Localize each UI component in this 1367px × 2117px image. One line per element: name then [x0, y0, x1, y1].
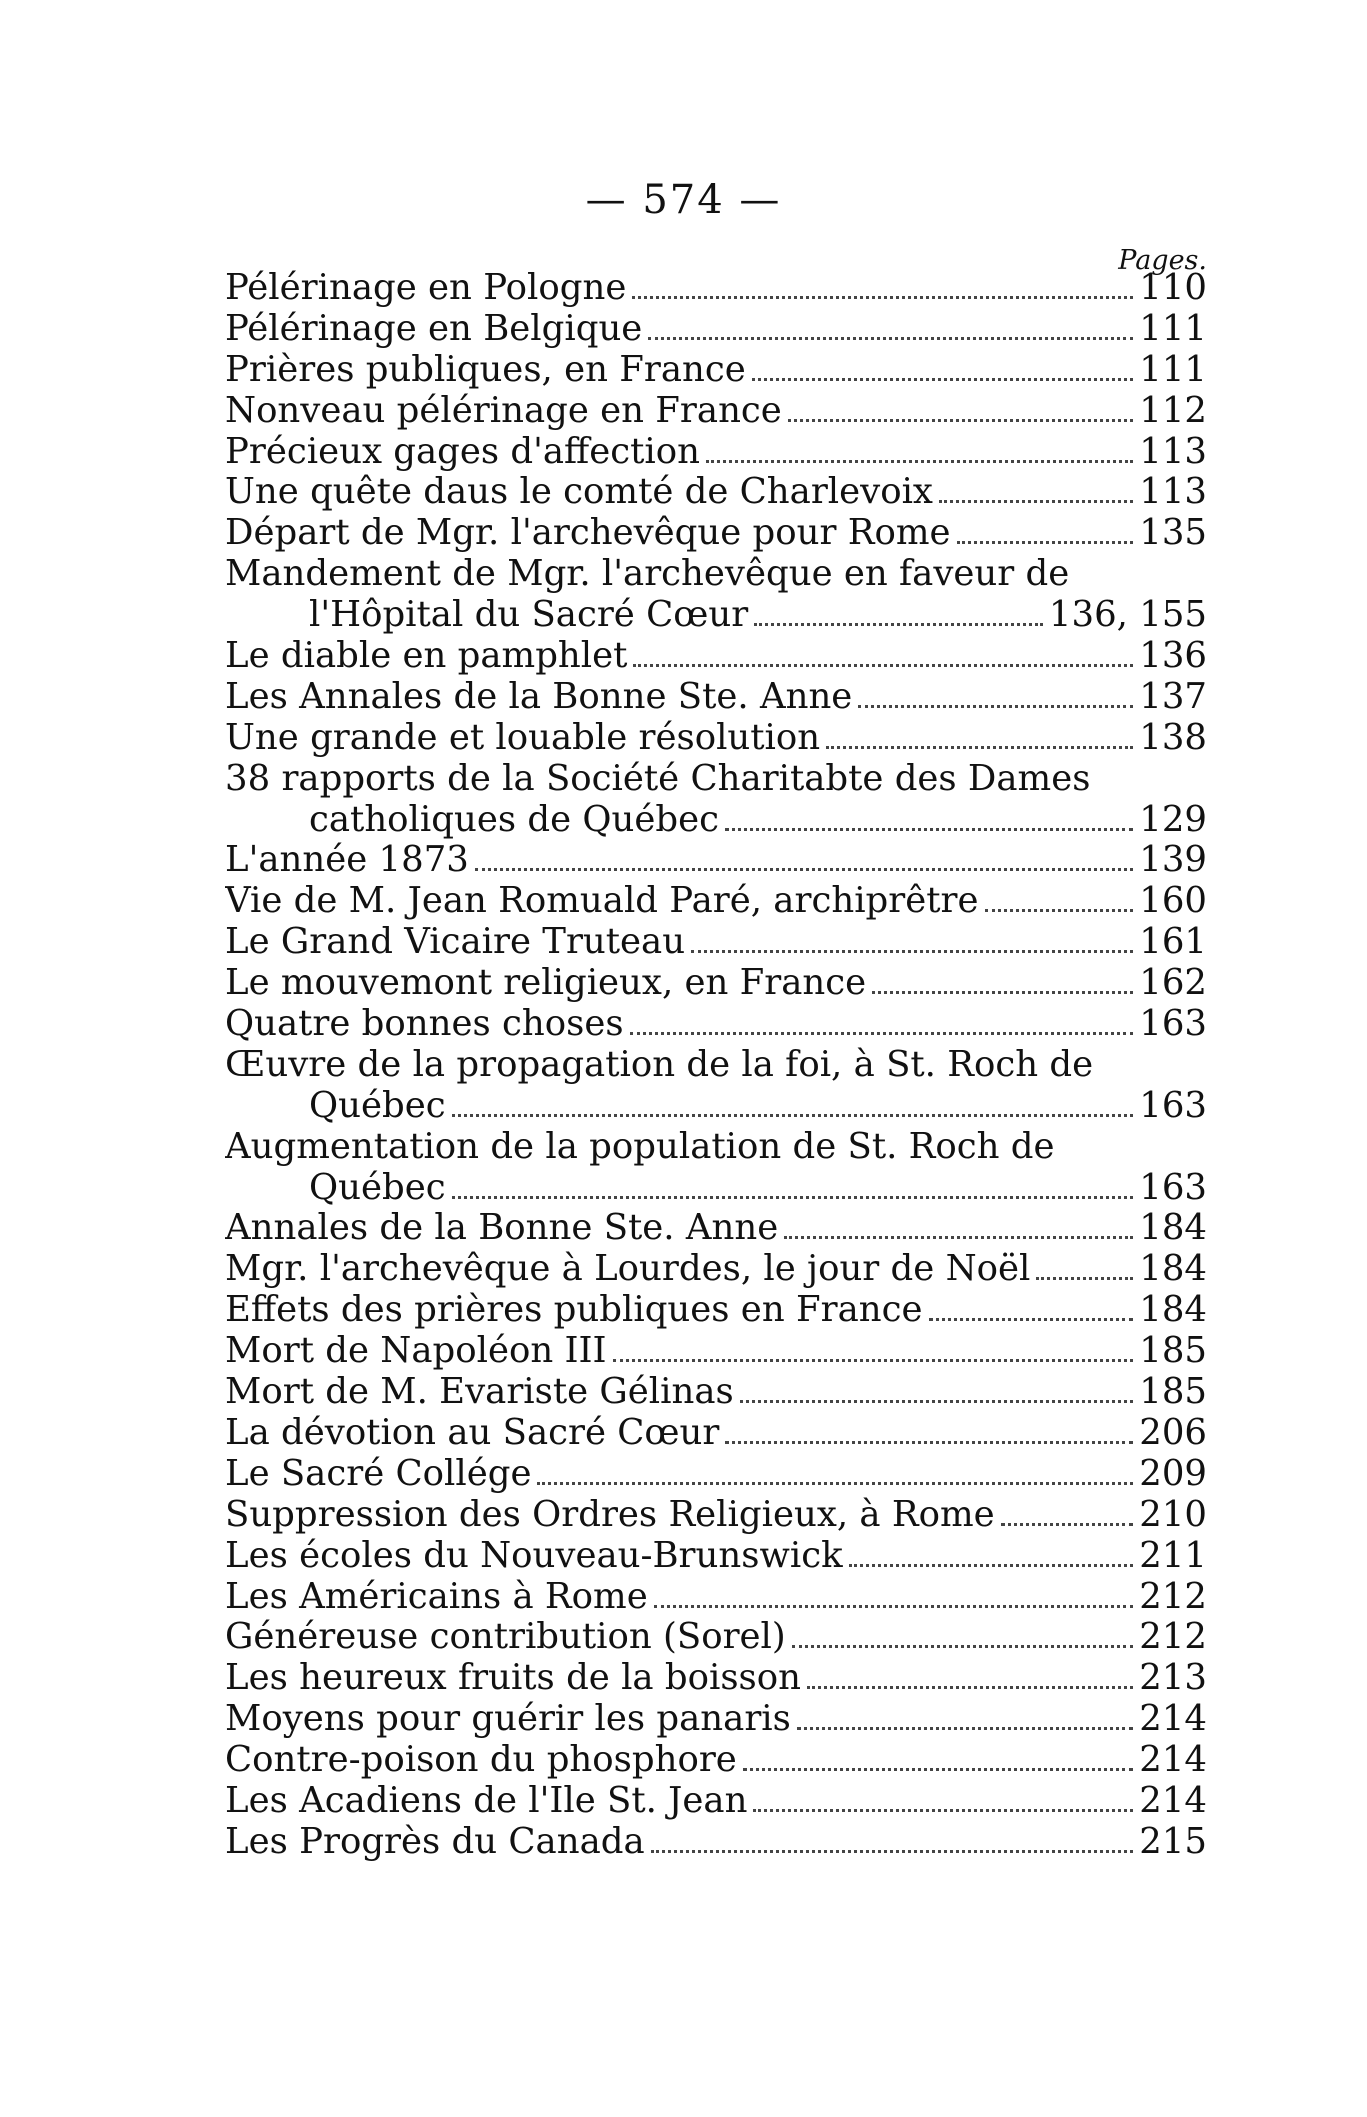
toc-entry-page: 161 — [1139, 922, 1207, 963]
toc-entry — [225, 268, 1207, 309]
dot-leader — [452, 1114, 1134, 1117]
toc-entry-title: Pélérinage en Belgique — [225, 308, 643, 349]
toc-entry-page: 111 — [1139, 349, 1207, 390]
dot-leader — [706, 460, 1133, 463]
toc-entry — [225, 1495, 1207, 1536]
dot-leader — [929, 1318, 1134, 1321]
toc-entry-page: 214 — [1139, 1740, 1207, 1781]
toc-entry-page: 212 — [1139, 1617, 1207, 1658]
pages-column-label: Pages. — [1118, 245, 1207, 276]
toc-entry-title: Mgr. l'archevêque à Lourdes, le jour de Noël — [225, 1249, 1031, 1290]
toc-entry-title: Mandement de Mgr. l'archevêque en faveur de — [225, 554, 1070, 595]
toc-entry-page: 215 — [1139, 1821, 1207, 1862]
dot-leader — [452, 1196, 1134, 1199]
dot-leader — [725, 828, 1133, 831]
toc-entry-page: 138 — [1139, 717, 1207, 758]
toc-entry-continuation-line — [225, 800, 1207, 841]
toc-entry — [225, 1454, 1207, 1495]
toc-entry-page: 212 — [1139, 1576, 1207, 1617]
toc-entry-title: Nonveau pélérinage en France — [225, 390, 782, 431]
toc-entry-page: 184 — [1139, 1249, 1207, 1290]
toc-entry-page: 184 — [1139, 1290, 1207, 1331]
toc-entry — [225, 1536, 1207, 1577]
toc-entry-page: 113 — [1139, 431, 1207, 472]
dot-leader — [849, 1564, 1134, 1567]
toc-entry-page: 209 — [1139, 1453, 1207, 1494]
dot-leader — [752, 378, 1133, 381]
table-of-contents — [225, 268, 1207, 1863]
dot-leader — [872, 991, 1133, 994]
toc-entry-title: Une grande et louable résolution — [225, 717, 821, 758]
toc-entry-title: Les Américains à Rome — [225, 1576, 648, 1617]
toc-entry — [225, 922, 1207, 963]
dot-leader — [537, 1482, 1133, 1485]
toc-entry-title: Moyens pour guérir les panaris — [225, 1699, 791, 1740]
toc-entry — [225, 472, 1207, 513]
toc-entry — [225, 1822, 1207, 1863]
toc-entry-title: Départ de Mgr. l'archevêque pour Rome — [225, 513, 951, 554]
dot-leader — [654, 1605, 1134, 1608]
toc-entry-page: 163 — [1139, 1167, 1207, 1208]
dot-leader — [957, 541, 1134, 544]
toc-entry-title: Vie de M. Jean Romuald Paré, archiprêtre — [225, 881, 979, 922]
page-number: — 574 — — [585, 177, 782, 223]
toc-entry-page: 184 — [1139, 1208, 1207, 1249]
toc-entry — [225, 1781, 1207, 1822]
toc-entry-title: Le Sacré Collége — [225, 1453, 532, 1494]
toc-entry — [225, 309, 1207, 350]
dot-leader — [613, 1359, 1134, 1362]
toc-entry-continuation: catholiques de Québec — [309, 799, 719, 840]
toc-entry — [225, 1413, 1207, 1454]
toc-entry-page: 211 — [1139, 1535, 1207, 1576]
toc-entry-title: Une quête daus le comté de Charlevoix — [225, 472, 933, 513]
toc-entry — [225, 1249, 1207, 1290]
toc-entry — [225, 1331, 1207, 1372]
toc-entry-page: 214 — [1139, 1699, 1207, 1740]
toc-entry-continuation: Québec — [309, 1167, 446, 1208]
dot-leader — [788, 419, 1133, 422]
toc-entry — [225, 718, 1207, 759]
toc-entry-title: L'année 1873 — [225, 840, 469, 881]
toc-entry-page: 160 — [1139, 881, 1207, 922]
toc-entry-title: Généreuse contribution (Sorel) — [225, 1617, 786, 1658]
dot-leader — [630, 1032, 1134, 1035]
toc-entry-title: Suppression des Ordres Religieux, à Rome — [225, 1494, 995, 1535]
toc-entry-title: Le diable en pamphlet — [225, 636, 628, 677]
dot-leader — [1036, 1277, 1133, 1280]
toc-entry — [225, 1699, 1207, 1740]
toc-entry-title: Mort de M. Evariste Gélinas — [225, 1372, 734, 1413]
dot-leader — [651, 1850, 1134, 1853]
toc-entry-page: 112 — [1139, 390, 1207, 431]
toc-entry-page: 206 — [1139, 1412, 1207, 1453]
toc-entry-continuation: l'Hôpital du Sacré Cœur — [309, 595, 749, 636]
toc-entry-title: Œuvre de la propagation de la foi, à St. Roch de — [225, 1044, 1094, 1085]
dot-leader — [632, 296, 1133, 299]
toc-entry-continuation-line — [225, 595, 1207, 636]
toc-entry — [225, 432, 1207, 473]
toc-entry-title: 38 rapports de la Société Charitabte des Dames — [225, 758, 1091, 799]
toc-entry-title: Le Grand Vicaire Truteau — [225, 922, 686, 963]
dot-leader — [740, 1400, 1133, 1403]
toc-entry-page: 129 — [1139, 799, 1207, 840]
toc-entry-title: Le mouvemont religieux, en France — [225, 963, 867, 1004]
dot-leader — [1001, 1523, 1134, 1526]
toc-entry-page: 163 — [1139, 1004, 1207, 1045]
toc-entry-page: 113 — [1139, 472, 1207, 513]
toc-entry — [225, 1290, 1207, 1331]
toc-entry-page: 185 — [1139, 1372, 1207, 1413]
dot-leader — [633, 664, 1133, 667]
toc-entry-title: Pélérinage en Pologne — [225, 268, 627, 308]
dot-leader — [797, 1727, 1133, 1730]
dot-leader — [784, 1236, 1133, 1239]
toc-entry — [225, 1658, 1207, 1699]
toc-entry-page: 135 — [1139, 513, 1207, 554]
toc-entry-title: Contre-poison du phosphore — [225, 1740, 737, 1781]
toc-entry-page: 136 — [1139, 636, 1207, 677]
toc-entry — [225, 1577, 1207, 1618]
toc-entry-continuation-line — [225, 1086, 1207, 1127]
toc-entry-title: Les Annales de la Bonne Ste. Anne — [225, 676, 853, 717]
toc-entry-title: Prières publiques, en France — [225, 349, 746, 390]
toc-entry — [225, 391, 1207, 432]
toc-entry-title: Annales de la Bonne Ste. Anne — [225, 1208, 779, 1249]
toc-entry — [225, 1208, 1207, 1249]
toc-entry-title: La dévotion au Sacré Cœur — [225, 1412, 720, 1453]
toc-entry — [225, 513, 1207, 554]
toc-entry-page: 136, 155 — [1048, 595, 1207, 636]
dot-leader — [985, 909, 1134, 912]
toc-entry-title: Les écoles du Nouveau-Brunswick — [225, 1535, 843, 1576]
toc-entry-page: 162 — [1139, 963, 1207, 1004]
dot-leader — [807, 1686, 1133, 1689]
dot-leader — [939, 500, 1133, 503]
dot-leader — [858, 705, 1133, 708]
toc-entry — [225, 350, 1207, 391]
toc-entry — [225, 554, 1207, 595]
toc-entry-continuation: Québec — [309, 1085, 446, 1126]
toc-entry-page: 185 — [1139, 1331, 1207, 1372]
toc-entry — [225, 759, 1207, 800]
toc-entry — [225, 677, 1207, 718]
toc-entry — [225, 1127, 1207, 1168]
toc-entry-page: 111 — [1139, 308, 1207, 349]
dot-leader — [725, 1441, 1133, 1444]
dot-leader — [648, 337, 1133, 340]
toc-entry-page: 137 — [1139, 676, 1207, 717]
toc-entry-title: Les heureux fruits de la boisson — [225, 1658, 802, 1699]
toc-entry — [225, 963, 1207, 1004]
dot-leader — [691, 950, 1133, 953]
toc-entry — [225, 1617, 1207, 1658]
toc-entry-page: 214 — [1139, 1780, 1207, 1821]
toc-entry-continuation-line — [225, 1168, 1207, 1209]
toc-entry-page: 213 — [1139, 1658, 1207, 1699]
toc-entry — [225, 1004, 1207, 1045]
dot-leader — [475, 868, 1133, 871]
toc-entry-page: 110 — [1139, 268, 1207, 308]
toc-entry — [225, 1740, 1207, 1781]
toc-entry — [225, 1372, 1207, 1413]
toc-entry-title: Mort de Napoléon III — [225, 1331, 607, 1372]
dot-leader — [754, 623, 1043, 626]
toc-entry-page: 139 — [1139, 840, 1207, 881]
toc-entry-page: 210 — [1139, 1494, 1207, 1535]
toc-entry-page: 163 — [1139, 1085, 1207, 1126]
toc-entry-title: Augmentation de la population de St. Roch de — [225, 1126, 1055, 1167]
dot-leader — [743, 1768, 1133, 1771]
toc-entry-title: Quatre bonnes choses — [225, 1004, 624, 1045]
toc-entry — [225, 840, 1207, 881]
toc-entry — [225, 881, 1207, 922]
dot-leader — [826, 746, 1133, 749]
dot-leader — [792, 1645, 1133, 1648]
toc-entry — [225, 636, 1207, 677]
toc-entry — [225, 1045, 1207, 1086]
toc-entry-title: Effets des prières publiques en France — [225, 1290, 923, 1331]
toc-entry-title: Précieux gages d'affection — [225, 431, 701, 472]
toc-entry-title: Les Progrès du Canada — [225, 1821, 645, 1862]
toc-entry-title: Les Acadiens de l'Ile St. Jean — [225, 1780, 748, 1821]
dot-leader — [753, 1809, 1133, 1812]
